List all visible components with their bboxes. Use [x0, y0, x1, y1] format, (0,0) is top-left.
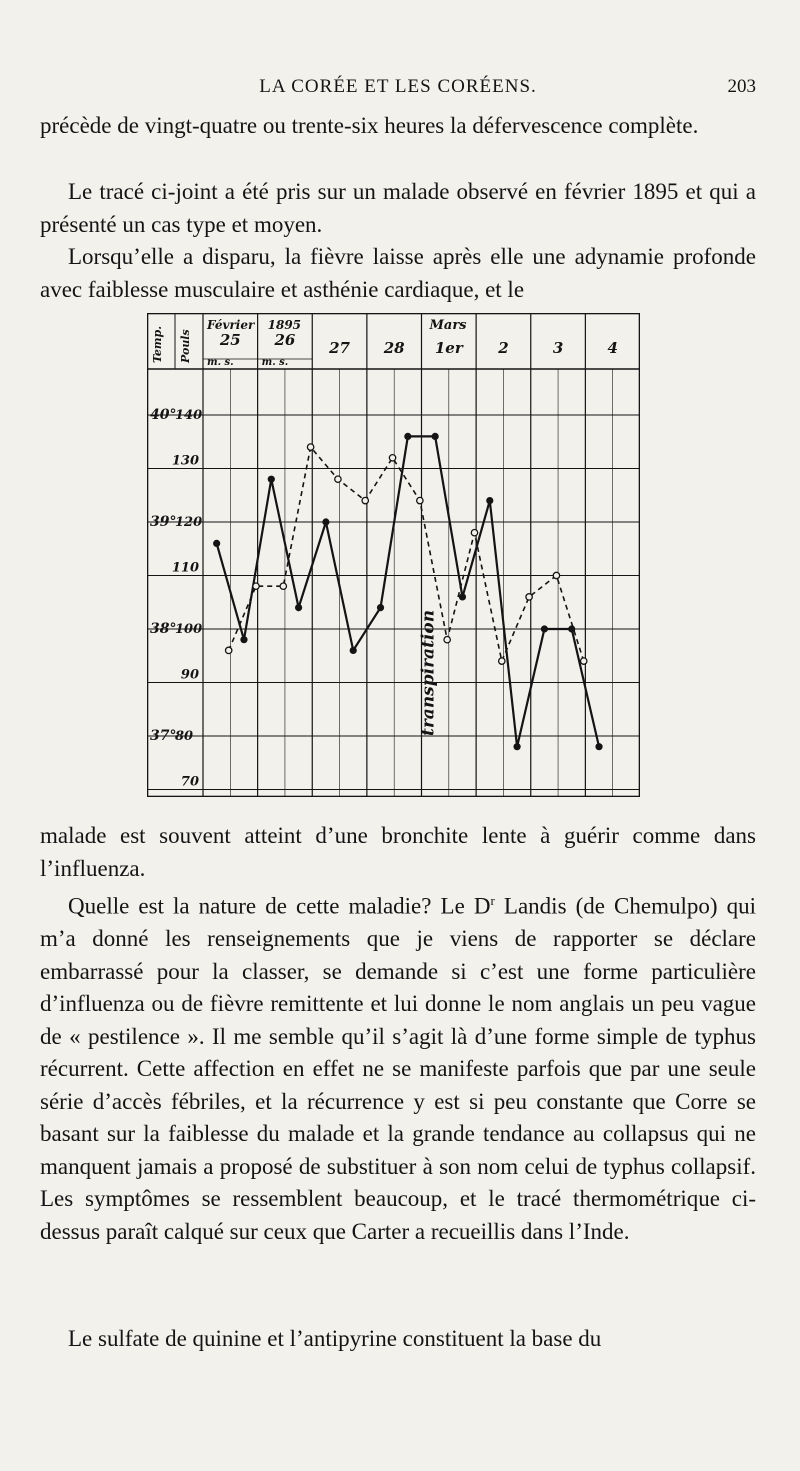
- chart-day-label: 26: [274, 331, 296, 349]
- solid-series-line: [217, 436, 599, 746]
- dashed-series-point: [444, 637, 450, 643]
- solid-series-point: [404, 433, 411, 440]
- dashed-series-point: [499, 658, 505, 664]
- solid-series-point: [295, 604, 302, 611]
- dashed-series-point: [280, 583, 286, 589]
- chart-month-fevrier: Février: [207, 318, 255, 332]
- chart-temp-label: 38°: [150, 621, 177, 637]
- chart-day-label: 3: [552, 339, 564, 357]
- chart-pouls-label: 70: [180, 774, 199, 790]
- chart-annotation-transpiration: transpiration: [418, 609, 439, 736]
- chart-ms-label: m. s.: [207, 357, 234, 368]
- chart-day-label: 2: [498, 339, 509, 357]
- solid-series-point: [486, 497, 493, 504]
- solid-series-point: [513, 743, 520, 750]
- chart-ms-label: m. s.: [261, 357, 289, 368]
- chart-pouls-label: 90: [180, 667, 199, 683]
- page-number: 203: [727, 76, 756, 97]
- dashed-series-point: [417, 497, 423, 503]
- running-header: [40, 72, 756, 104]
- dashed-series-point: [553, 572, 559, 578]
- dashed-series-point: [225, 647, 231, 653]
- dashed-series-point: [362, 497, 368, 503]
- superscript-r: r: [490, 893, 495, 908]
- chart-pouls-label: 120: [175, 515, 203, 530]
- chart-day-label: 4: [607, 339, 618, 357]
- dashed-series-point: [581, 658, 587, 664]
- dashed-series-point: [389, 455, 395, 461]
- chart-pouls-label: 110: [171, 560, 199, 576]
- solid-series-point: [595, 743, 602, 750]
- paragraph-treatment: Le sulfate de quinine et l’antipyrine constituent la base du: [68, 1326, 602, 1351]
- dashed-series-point: [253, 583, 259, 589]
- chart-day-label: 1er: [434, 339, 463, 357]
- paragraph-nature-rest: Landis (de Chemulpo) qui m’a donné les renseignements que je viens de rapporter se déclare embarrassé pour la classer, se demande si c’est une forme particulière d’influenza ou de fièvre remittente et lui donne le nom anglais un peu vague de « pestilence ». Il me semble qu’il s’agit là d’une forme simple de typhus récurrent. Cette affection en effet ne se manifeste parfois que par une seule série d’accès fébriles, et la récurrence y est si peu constante que Corre se basant sur la faiblesse du malade et la grande tendance au collapsus qui ne manquent jamais a proposé de substituer à son nom celui de typhus collapsif. Les symptômes se ressemblent beaucoup, et le tracé thermométrique ci-dessus paraît calqué sur ceux que Carter a recueillis dans l’Inde.: [40, 893, 756, 1244]
- chart-day-label: 25: [219, 331, 241, 349]
- solid-series-point: [377, 604, 384, 611]
- chart-temp-label: 37°: [150, 728, 177, 744]
- solid-series-point: [240, 636, 247, 643]
- running-title: LA CORÉE ET LES CORÉENS.: [259, 76, 537, 97]
- solid-series-point: [541, 625, 548, 632]
- dashed-series-point: [307, 444, 313, 450]
- chart-temp-label: 40°: [150, 407, 177, 423]
- solid-series-point: [268, 476, 275, 483]
- chart-pouls-label: 80: [175, 729, 194, 744]
- paragraph-continuation: précède de vingt-quatre ou trente-six heures la défervescence complète.: [40, 113, 699, 138]
- chart-day-label: 28: [383, 339, 405, 357]
- chart-day-label: 27: [329, 339, 350, 357]
- chart-temp-label: 39°: [150, 514, 177, 530]
- chart-pouls-label: 140: [175, 408, 203, 423]
- solid-series-point: [213, 540, 220, 547]
- dashed-series-point: [335, 476, 341, 482]
- paragraph-nature: [40, 885, 756, 1248]
- paragraph-bronchitis: malade est souvent atteint d’une bronchite lente à guérir comme dans l’influenza.: [40, 823, 756, 881]
- solid-series-point: [459, 593, 466, 600]
- temperature-chart: [147, 313, 640, 797]
- chart-pouls-label: 100: [175, 622, 203, 637]
- chart-temp-header: Temp.: [151, 325, 164, 363]
- dashed-series-point: [526, 594, 532, 600]
- paragraph-adynamia: Lorsqu’elle a disparu, la fièvre laisse après elle une adynamie profonde avec faiblesse musculaire et asthénie cardiaque, et le: [40, 244, 756, 302]
- temperature-chart-svg: [147, 313, 640, 797]
- chart-year: 1895: [267, 318, 302, 332]
- solid-series-point: [432, 433, 439, 440]
- chart-pouls-label: 130: [171, 453, 199, 469]
- chart-pouls-header: Pouls: [179, 329, 192, 363]
- chart-month-mars: Mars: [429, 318, 467, 333]
- dashed-series-point: [471, 530, 477, 536]
- solid-series-point: [350, 647, 357, 654]
- chart-frame: [148, 314, 640, 797]
- solid-series-point: [322, 518, 329, 525]
- paragraph-trace-intro: Le tracé ci-joint a été pris sur un malade observé en février 1895 et qui a présenté un cas type et moyen.: [40, 179, 756, 237]
- paragraph-nature-start: Quelle est la nature de cette maladie? Le D: [68, 893, 491, 919]
